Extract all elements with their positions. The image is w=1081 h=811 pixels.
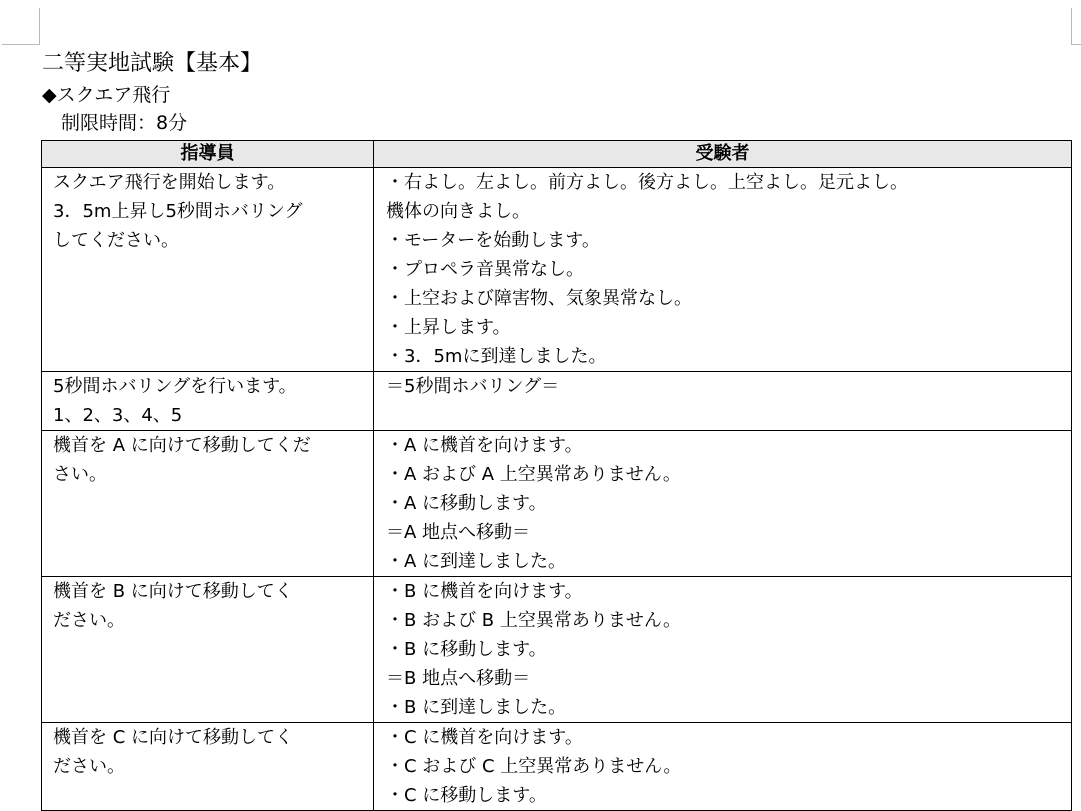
instructor-line: してください。 — [53, 230, 179, 251]
candidate-cell — [374, 372, 1072, 431]
candidate-line: ・C に移動します。 — [386, 785, 547, 806]
candidate-line: ・上昇します。 — [386, 317, 511, 338]
instructor-line: 1、2、3、4、5 — [53, 405, 183, 426]
candidate-line: ＝5秒間ホバリング＝ — [386, 376, 560, 397]
time-limit-text: 制限時間：8分 — [61, 112, 188, 134]
instructor-line: 3．5m上昇し5秒間ホバリング — [53, 201, 303, 222]
header-instructor: 指導員 — [42, 141, 374, 168]
table-body — [42, 168, 1072, 811]
candidate-line: ・B に移動します。 — [386, 639, 547, 660]
square-flight-table — [41, 140, 1072, 811]
instructor-cell — [42, 723, 374, 811]
document-title: 二等実地試験【基本】 — [42, 51, 263, 76]
table-row — [42, 431, 1072, 577]
instructor-line: ださい。 — [53, 756, 125, 777]
candidate-cell — [374, 431, 1072, 577]
candidate-line: ・A に移動します。 — [386, 493, 547, 514]
candidate-line: ・B に機首を向けます。 — [386, 581, 583, 602]
candidate-line: ・C および C 上空異常ありません。 — [386, 756, 682, 777]
crop-mark-top-right-horizontal — [1071, 44, 1081, 45]
instructor-line: ださい。 — [53, 610, 125, 631]
crop-mark-top-left-vertical — [39, 8, 40, 45]
instructor-cell — [42, 431, 374, 577]
candidate-line: ・プロペラ音異常なし。 — [386, 259, 584, 280]
candidate-line: ・B および B 上空異常ありません。 — [386, 610, 681, 631]
table-row — [42, 168, 1072, 372]
instructor-line: 機首を C に向けて移動してく — [53, 727, 294, 748]
candidate-line: ・A に到達しました。 — [386, 551, 567, 572]
table-row — [42, 372, 1072, 431]
candidate-line: 機体の向きよし。 — [386, 201, 530, 222]
instructor-line: 5秒間ホバリングを行います。 — [53, 376, 297, 397]
instructor-cell — [42, 168, 374, 372]
candidate-line: ・C に機首を向けます。 — [386, 727, 583, 748]
instructor-cell — [42, 372, 374, 431]
candidate-line: ・3．5mに到達しました。 — [386, 346, 607, 367]
instructor-line: 機首を A に向けて移動してくだ — [53, 435, 311, 456]
candidate-line: ・A に機首を向けます。 — [386, 435, 583, 456]
crop-mark-top-left-horizontal — [2, 44, 40, 45]
candidate-line: ＝A 地点へ移動＝ — [386, 522, 531, 543]
instructor-line: 機首を B に向けて移動してく — [53, 581, 293, 602]
candidate-line: ＝B 地点へ移動＝ — [386, 668, 531, 689]
table-header-row — [42, 141, 1072, 168]
table-row — [42, 723, 1072, 811]
crop-mark-top-right-vertical — [1071, 8, 1072, 45]
instructor-line: スクエア飛行を開始します。 — [53, 172, 286, 193]
candidate-cell — [374, 168, 1072, 372]
candidate-line: ・A および A 上空異常ありません。 — [386, 464, 681, 485]
candidate-line: ・右よし。左よし。前方よし。後方よし。上空よし。足元よし。 — [386, 172, 908, 193]
candidate-cell — [374, 577, 1072, 723]
header-candidate: 受験者 — [374, 141, 1072, 168]
instructor-cell — [42, 577, 374, 723]
candidate-line: ・モーターを始動します。 — [386, 230, 600, 251]
candidate-line: ・B に到達しました。 — [386, 697, 567, 718]
instructor-line: さい。 — [53, 464, 107, 485]
table-row — [42, 577, 1072, 723]
document-subtitle: ◆スクエア飛行 — [42, 84, 171, 106]
candidate-line: ・上空および障害物、気象異常なし。 — [386, 288, 692, 309]
candidate-cell — [374, 723, 1072, 811]
